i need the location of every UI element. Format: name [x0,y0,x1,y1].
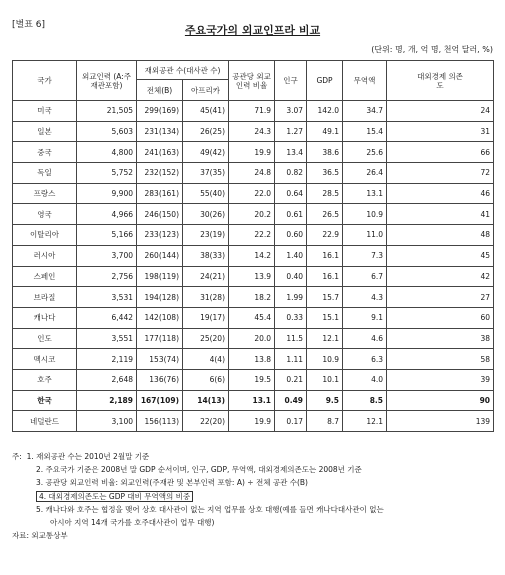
cell-country: 중국 [13,142,77,163]
cell-ratio: 45.4 [229,307,275,328]
cell-staff: 3,100 [77,411,137,432]
table-row [13,349,494,370]
cell-ratio: 19.9 [229,142,275,163]
cell-ratio: 19.5 [229,369,275,390]
header-missions-africa: 아프리카 [183,80,229,101]
cell-country: 스페인 [13,266,77,287]
cell-dep: 72 [387,163,494,184]
cell-staff: 2,648 [77,369,137,390]
cell-staff: 2,756 [77,266,137,287]
cell-pop: 13.4 [275,142,307,163]
cell-staff: 3,531 [77,287,137,308]
cell-dep: 31 [387,121,494,142]
cell-gdp: 9.5 [307,390,343,411]
header-ratio: 공관당 외교인력 비율 [229,61,275,101]
cell-total: 232(152) [137,163,183,184]
cell-country: 독일 [13,163,77,184]
page-title-text: 주요국가의 외교인프라 비교 [184,24,321,37]
cell-africa: 22(20) [183,411,229,432]
cell-africa: 24(21) [183,266,229,287]
cell-gdp: 28.5 [307,183,343,204]
cell-africa: 49(42) [183,142,229,163]
cell-trade: 12.1 [343,411,387,432]
cell-africa: 4(4) [183,349,229,370]
cell-dep: 27 [387,287,494,308]
cell-trade: 11.0 [343,225,387,246]
cell-africa: 37(35) [183,163,229,184]
page-title [0,22,505,38]
table-row [13,266,494,287]
cell-total: 156(113) [137,411,183,432]
infrastructure-table [12,60,494,432]
cell-pop: 0.82 [275,163,307,184]
cell-staff: 2,189 [77,390,137,411]
cell-dep: 24 [387,101,494,122]
cell-dep: 38 [387,328,494,349]
cell-staff: 4,800 [77,142,137,163]
cell-dep: 66 [387,142,494,163]
cell-total: 231(134) [137,121,183,142]
cell-africa: 31(28) [183,287,229,308]
cell-pop: 0.49 [275,390,307,411]
cell-gdp: 12.1 [307,328,343,349]
cell-ratio: 24.3 [229,121,275,142]
cell-dep: 90 [387,390,494,411]
header-trade: 무역액 [343,61,387,101]
cell-pop: 1.40 [275,245,307,266]
cell-trade: 13.1 [343,183,387,204]
cell-country: 호주 [13,369,77,390]
table-row [13,204,494,225]
cell-country: 캐나다 [13,307,77,328]
cell-africa: 19(17) [183,307,229,328]
cell-gdp: 15.1 [307,307,343,328]
table-row [13,307,494,328]
cell-ratio: 13.9 [229,266,275,287]
cell-trade: 4.0 [343,369,387,390]
cell-country: 멕시코 [13,349,77,370]
cell-africa: 6(6) [183,369,229,390]
cell-ratio: 22.2 [229,225,275,246]
cell-pop: 0.40 [275,266,307,287]
cell-ratio: 71.9 [229,101,275,122]
cell-africa: 30(26) [183,204,229,225]
cell-trade: 26.4 [343,163,387,184]
cell-gdp: 36.5 [307,163,343,184]
cell-trade: 6.7 [343,266,387,287]
table-row [13,225,494,246]
cell-trade: 15.4 [343,121,387,142]
cell-dep: 45 [387,245,494,266]
cell-total: 177(118) [137,328,183,349]
cell-staff: 3,551 [77,328,137,349]
cell-africa: 38(33) [183,245,229,266]
cell-staff: 21,505 [77,101,137,122]
cell-pop: 3.07 [275,101,307,122]
cell-gdp: 26.5 [307,204,343,225]
footnote-2: 2. 주요국가 기준은 2008년 말 GDP 순서이며, 인구, GDP, 무역액, 대외경제의존도는 2008년 기준 [36,465,362,475]
cell-total: 260(144) [137,245,183,266]
cell-total: 142(108) [137,307,183,328]
cell-gdp: 16.1 [307,245,343,266]
header-missions-total: 전체(B) [137,80,183,101]
cell-country: 브라질 [13,287,77,308]
cell-staff: 3,700 [77,245,137,266]
cell-gdp: 49.1 [307,121,343,142]
table-row [13,245,494,266]
cell-africa: 25(20) [183,328,229,349]
cell-staff: 9,900 [77,183,137,204]
header-staff: 외교인력 (A:주재관포함) [77,61,137,101]
cell-staff: 5,166 [77,225,137,246]
cell-total: 283(161) [137,183,183,204]
cell-trade: 4.6 [343,328,387,349]
cell-dep: 41 [387,204,494,225]
cell-africa: 55(40) [183,183,229,204]
cell-total: 194(128) [137,287,183,308]
cell-dep: 58 [387,349,494,370]
cell-country: 네덜란드 [13,411,77,432]
cell-gdp: 15.7 [307,287,343,308]
table-tag: [별표 6] [12,20,45,30]
cell-africa: 14(13) [183,390,229,411]
cell-gdp: 10.1 [307,369,343,390]
cell-dep: 39 [387,369,494,390]
header-gdp: GDP [307,61,343,101]
footnotes [12,450,497,542]
cell-trade: 10.9 [343,204,387,225]
cell-pop: 1.99 [275,287,307,308]
cell-pop: 1.11 [275,349,307,370]
cell-pop: 0.64 [275,183,307,204]
header-population: 인구 [275,61,307,101]
cell-gdp: 16.1 [307,266,343,287]
header-country: 국가 [13,61,77,101]
cell-pop: 0.17 [275,411,307,432]
cell-pop: 0.60 [275,225,307,246]
table-row [13,328,494,349]
cell-gdp: 8.7 [307,411,343,432]
cell-trade: 9.1 [343,307,387,328]
footnote-prefix: 주: [12,452,22,461]
cell-ratio: 20.2 [229,204,275,225]
cell-ratio: 14.2 [229,245,275,266]
cell-dep: 60 [387,307,494,328]
cell-staff: 2,119 [77,349,137,370]
footnote-5: 5. 캐나다와 호주는 협정을 맺어 상호 대사관이 없는 지역 업무를 상호 대행(예를 들면 캐나다대사관이 없는 [36,504,384,514]
cell-country: 한국 [13,390,77,411]
cell-ratio: 19.9 [229,411,275,432]
cell-trade: 8.5 [343,390,387,411]
cell-pop: 1.27 [275,121,307,142]
cell-africa: 26(25) [183,121,229,142]
cell-staff: 4,966 [77,204,137,225]
cell-total: 299(169) [137,101,183,122]
cell-trade: 6.3 [343,349,387,370]
cell-pop: 11.5 [275,328,307,349]
table-row [13,287,494,308]
cell-ratio: 18.2 [229,287,275,308]
cell-country: 일본 [13,121,77,142]
cell-pop: 0.33 [275,307,307,328]
cell-total: 167(109) [137,390,183,411]
cell-pop: 0.21 [275,369,307,390]
cell-total: 153(74) [137,349,183,370]
cell-dep: 46 [387,183,494,204]
cell-country: 인도 [13,328,77,349]
cell-pop: 0.61 [275,204,307,225]
cell-country: 이탈리아 [13,225,77,246]
cell-gdp: 22.9 [307,225,343,246]
footnote-1-text: 1. 재외공관 수는 2010년 2월말 기준 [26,452,150,461]
cell-dep: 48 [387,225,494,246]
cell-gdp: 10.9 [307,349,343,370]
footnote-4-text: 4. 대외경제의존도는 GDP 대비 무역액의 비중 [36,491,193,502]
cell-ratio: 22.0 [229,183,275,204]
cell-dep: 139 [387,411,494,432]
header-missions: 재외공관 수(대사관 수) [137,61,229,80]
footnote-4 [12,490,497,503]
cell-staff: 6,442 [77,307,137,328]
cell-country: 러시아 [13,245,77,266]
cell-trade: 4.3 [343,287,387,308]
cell-africa: 23(19) [183,225,229,246]
cell-staff: 5,603 [77,121,137,142]
cell-ratio: 13.8 [229,349,275,370]
cell-africa: 45(41) [183,101,229,122]
table-row [13,411,494,432]
cell-trade: 7.3 [343,245,387,266]
source-note: 자료: 외교통상부 [12,531,68,541]
table-row [13,183,494,204]
cell-gdp: 38.6 [307,142,343,163]
table-row [13,369,494,390]
cell-ratio: 20.0 [229,328,275,349]
footnote-3: 3. 공관당 외교인력 비율: 외교인력(주재관 및 본부인력 포함: A) ÷ 전체 공관 수(B) [36,478,308,488]
cell-total: 233(123) [137,225,183,246]
table-row [13,121,494,142]
cell-country: 프랑스 [13,183,77,204]
cell-total: 246(150) [137,204,183,225]
table-row [13,390,494,411]
cell-staff: 5,752 [77,163,137,184]
cell-ratio: 24.8 [229,163,275,184]
cell-total: 136(76) [137,369,183,390]
header-dependence: 대외경제 의존도 [387,61,494,101]
cell-ratio: 13.1 [229,390,275,411]
cell-country: 미국 [13,101,77,122]
unit-note: (단위: 명, 개, 억 명, 천억 달러, %) [371,45,493,54]
table-row [13,101,494,122]
footnote-1 [12,450,497,463]
cell-country: 영국 [13,204,77,225]
table-row [13,142,494,163]
cell-total: 241(163) [137,142,183,163]
cell-trade: 25.6 [343,142,387,163]
table-row [13,163,494,184]
cell-trade: 34.7 [343,101,387,122]
footnote-5-cont: 아시아 지역 14개 국가를 호주대사관이 업무 대행) [50,518,215,528]
cell-total: 198(119) [137,266,183,287]
cell-dep: 42 [387,266,494,287]
cell-gdp: 142.0 [307,101,343,122]
